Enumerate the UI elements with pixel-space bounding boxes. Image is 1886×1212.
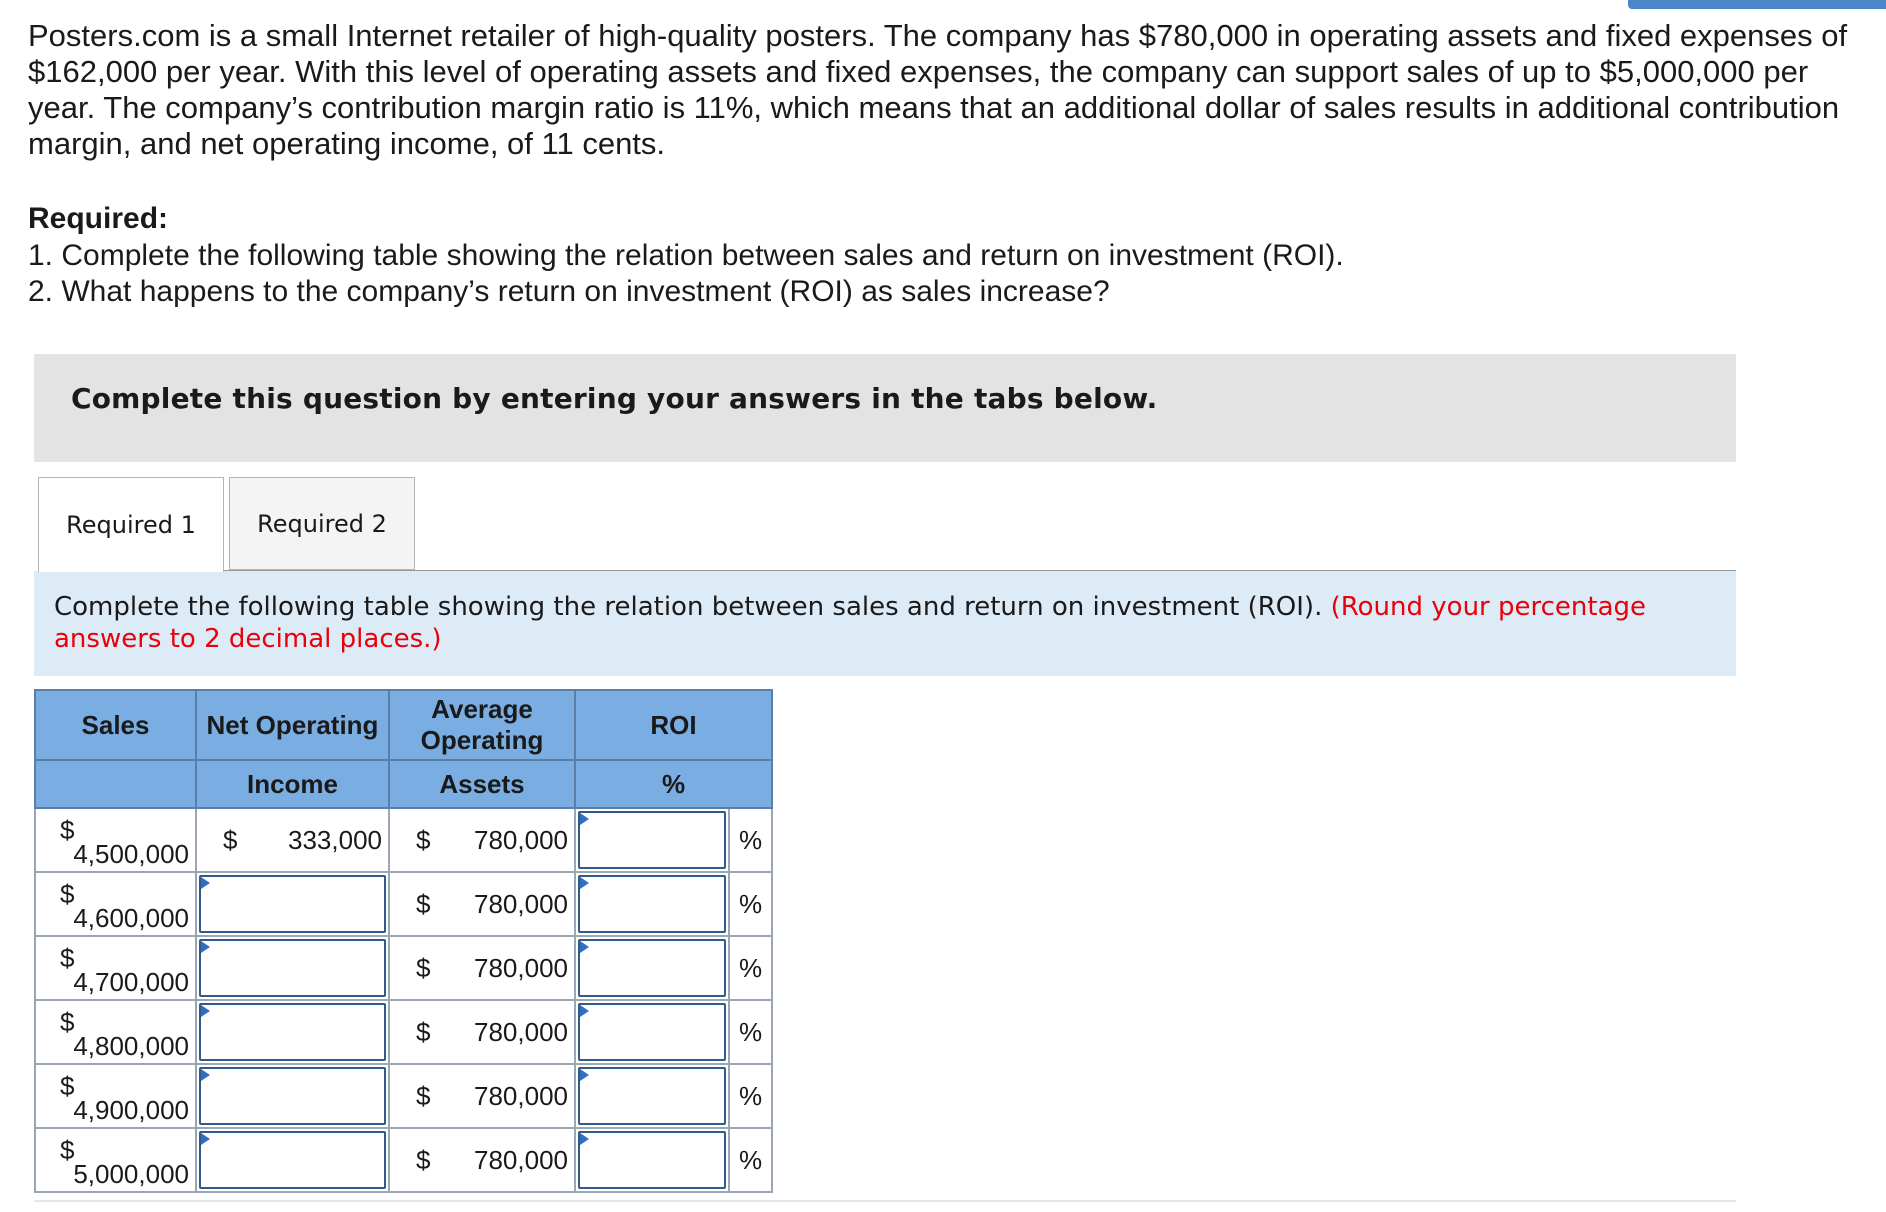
sales-value: 4,700,000 xyxy=(73,967,189,997)
roi-cell xyxy=(575,1000,729,1064)
roi-input[interactable] xyxy=(578,811,726,869)
roi-cell xyxy=(575,1064,729,1128)
sales-cell xyxy=(35,936,196,1000)
header-percent: % xyxy=(575,760,772,808)
percent-sign: % xyxy=(729,1064,772,1128)
noi-input[interactable] xyxy=(199,875,386,933)
rounding-note: (Round your percentage answers to 2 decimal places.) xyxy=(54,592,1647,654)
header-roi: ROI xyxy=(575,690,772,760)
roi-input[interactable] xyxy=(578,1131,726,1189)
required-list xyxy=(28,238,1344,310)
tab-bar xyxy=(38,477,1736,571)
table-row xyxy=(35,808,772,872)
instructions-panel xyxy=(34,571,1736,676)
currency-symbol: $ xyxy=(416,824,431,855)
assets-cell xyxy=(389,872,575,936)
roi-input[interactable] xyxy=(578,875,726,933)
noi-cell xyxy=(196,872,389,936)
currency-symbol: $ xyxy=(60,879,75,909)
currency-symbol: $ xyxy=(416,952,431,983)
sales-cell xyxy=(35,1000,196,1064)
header-income: Income xyxy=(196,760,389,808)
header-sales-sub xyxy=(35,760,196,808)
assets-cell xyxy=(389,936,575,1000)
sales-value: 4,500,000 xyxy=(73,839,189,869)
assets-cell xyxy=(389,1000,575,1064)
noi-input[interactable] xyxy=(199,939,386,997)
currency-symbol: $ xyxy=(416,888,431,919)
table-row xyxy=(35,1128,772,1192)
instruction-banner xyxy=(34,354,1736,462)
sales-value: 4,800,000 xyxy=(73,1031,189,1061)
roi-cell xyxy=(575,872,729,936)
assets-value: 780,000 xyxy=(474,1080,568,1111)
percent-sign: % xyxy=(729,1000,772,1064)
currency-symbol: $ xyxy=(223,824,238,855)
table-row xyxy=(35,936,772,1000)
required-title: Required: xyxy=(28,202,169,235)
noi-cell xyxy=(196,1064,389,1128)
noi-cell xyxy=(196,936,389,1000)
roi-cell xyxy=(575,808,729,872)
noi-cell xyxy=(196,1128,389,1192)
assets-value: 780,000 xyxy=(474,1016,568,1047)
currency-symbol: $ xyxy=(60,943,75,973)
noi-cell xyxy=(196,1000,389,1064)
roi-table xyxy=(34,689,773,1193)
bottom-divider xyxy=(34,1200,1736,1202)
percent-sign: % xyxy=(729,872,772,936)
noi-input[interactable] xyxy=(199,1003,386,1061)
problem-text: Posters.com is a small Internet retailer of high-quality posters. The company has $780,000 in operating assets and fixed expenses of $162,000 per year. With this level of operating assets and fixed expenses, the company can support sales of up to $5,000,000 per year. The company’s contribution margin ratio is 11%, which means that an additional dollar of sales results in additional contribution margin, and net operating income, of 11 cents. xyxy=(28,18,1848,161)
noi-value: 333,000 xyxy=(288,824,382,855)
roi-input[interactable] xyxy=(578,1067,726,1125)
table-row xyxy=(35,1064,772,1128)
noi-cell xyxy=(196,808,389,872)
sales-value: 4,600,000 xyxy=(73,903,189,933)
sales-cell xyxy=(35,808,196,872)
currency-symbol: $ xyxy=(60,1135,75,1165)
tab-required-2[interactable]: Required 2 xyxy=(229,477,415,570)
percent-sign: % xyxy=(729,808,772,872)
roi-input[interactable] xyxy=(578,1003,726,1061)
assets-value: 780,000 xyxy=(474,952,568,983)
currency-symbol: $ xyxy=(416,1080,431,1111)
header-average-operating: Average Operating xyxy=(389,690,575,760)
assets-cell xyxy=(389,1128,575,1192)
top-accent-bar xyxy=(1628,0,1886,9)
table-row xyxy=(35,1000,772,1064)
sales-cell xyxy=(35,1128,196,1192)
required-item: 2. What happens to the company’s return on investment (ROI) as sales increase? xyxy=(28,275,1110,308)
banner-text: Complete this question by entering your answers in the tabs below. xyxy=(71,382,1158,415)
currency-symbol: $ xyxy=(60,815,75,845)
roi-input[interactable] xyxy=(578,939,726,997)
currency-symbol: $ xyxy=(416,1144,431,1175)
currency-symbol: $ xyxy=(416,1016,431,1047)
currency-symbol: $ xyxy=(60,1071,75,1101)
assets-value: 780,000 xyxy=(474,888,568,919)
assets-value: 780,000 xyxy=(474,1144,568,1175)
instructions-text: Complete the following table showing the relation between sales and return on investment (ROI). xyxy=(54,592,1323,622)
header-sales: Sales xyxy=(35,690,196,760)
header-net-operating: Net Operating xyxy=(196,690,389,760)
noi-input[interactable] xyxy=(199,1131,386,1189)
percent-sign: % xyxy=(729,1128,772,1192)
assets-cell xyxy=(389,808,575,872)
percent-sign: % xyxy=(729,936,772,1000)
roi-cell xyxy=(575,1128,729,1192)
currency-symbol: $ xyxy=(60,1007,75,1037)
roi-cell xyxy=(575,936,729,1000)
sales-value: 5,000,000 xyxy=(73,1159,189,1189)
sales-value: 4,900,000 xyxy=(73,1095,189,1125)
tab-required-1[interactable]: Required 1 xyxy=(38,477,224,572)
table-row xyxy=(35,872,772,936)
sales-cell xyxy=(35,872,196,936)
sales-cell xyxy=(35,1064,196,1128)
assets-value: 780,000 xyxy=(474,824,568,855)
assets-cell xyxy=(389,1064,575,1128)
noi-input[interactable] xyxy=(199,1067,386,1125)
header-assets: Assets xyxy=(389,760,575,808)
required-item: 1. Complete the following table showing the relation between sales and return on investment (ROI). xyxy=(28,239,1344,272)
